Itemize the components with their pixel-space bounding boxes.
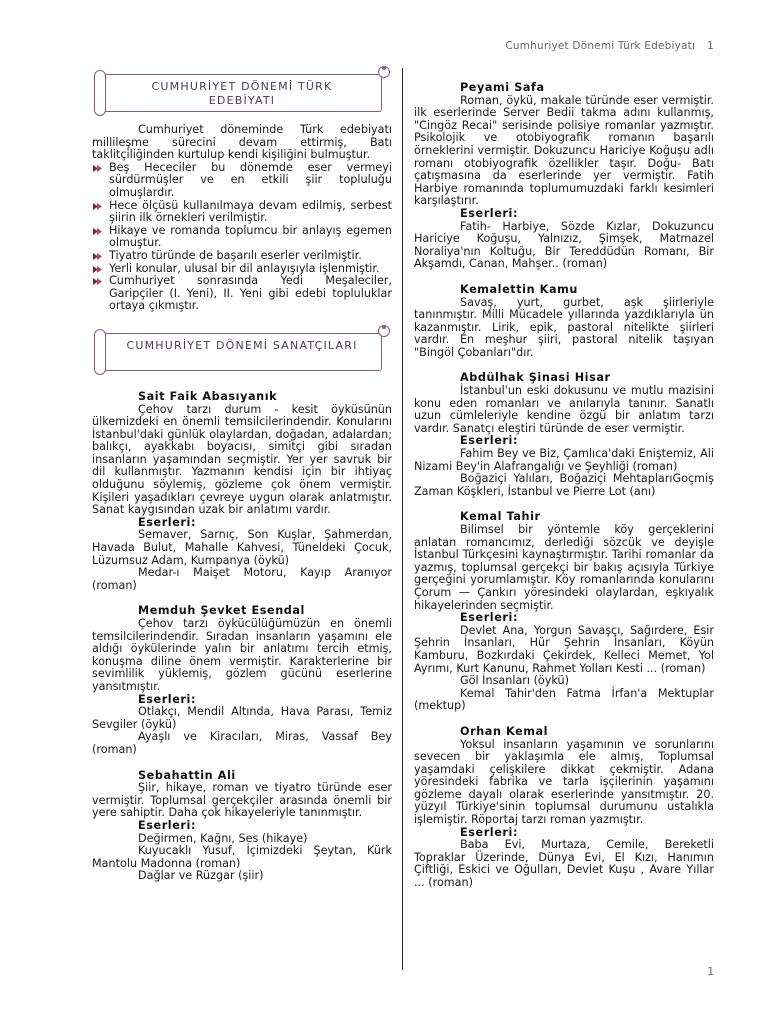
works-line: Göl İnsanları (öykü) — [460, 674, 569, 688]
list-item: Beş Hececiler bu dönemde eser vermeyi sürdürmüşler ve en etkili şiir topluluğu olmuşlardır. — [92, 162, 392, 200]
works-line: Kemal Tahir'den Fatma İrfan'a Mektuplar (mektup) — [414, 686, 714, 713]
author-name: Sebahattin Ali — [138, 768, 236, 782]
works-label: Eserleri: — [138, 818, 197, 832]
footer-page-number: 1 — [707, 966, 714, 978]
works-line: Değirmen, Kağnı, Ses (hikaye) — [138, 831, 308, 845]
works-line: Devlet Ana, Yorgun Savaşçı, Sağırdere, Esir Şehrin İnsanları, Hür Şehrin İnsanları, Köyün Kamburu, Bozkırdaki Çekirdek, Kelleci Memet, Yol Ayrımı, Kurt Kanunu, Rahmet Yolları Kesti ... (roman) — [414, 623, 714, 675]
author-name: Memduh Şevket Esendal — [138, 604, 305, 618]
scroll-curl-right — [378, 325, 390, 337]
works-line: Medar-ı Maişet Motoru, Kayıp Aranıyor (roman) — [92, 566, 392, 592]
works-line: Fatih- Harbiye, Sözde Kızlar, Dokuzuncu Hariciye Koğuşu, Yalnızız, Şimşek, Matmazel Noraliya'nın Koltuğu, Bir Tereddüdün Romanı, Bir Akşamdı, Canan, Mahşer.. (roman) — [414, 219, 714, 271]
author-entry — [414, 511, 714, 713]
author-description: Savaş, yurt, gurbet, aşk şiirleriyle tanınmıştır. Milli Mücadele yıllarında yazdıklarıyla ün kazanmıştır. Lirik, epik, pastoral nitelikte şiirleri vardır. En meşhur şiiri, pastoral nitelik taşıyan "Bingöl Çobanları"dır. — [414, 295, 714, 359]
author-name: Kemal Tahir — [460, 510, 541, 524]
section-banner-turk-edebiyati — [94, 70, 390, 118]
column-divider — [402, 68, 403, 970]
header-page-number: 1 — [707, 40, 714, 52]
scroll-curl-left — [94, 70, 106, 116]
arrow-bullet-icon — [92, 264, 103, 275]
works-label: Eserleri: — [460, 611, 519, 625]
works-label: Eserleri: — [460, 206, 519, 220]
section-title: CUMHURİYET DÖNEMİ TÜRK EDEBİYATI — [151, 80, 333, 107]
works-line: Ayaşlı ve Kiracıları, Miras, Vassaf Bey (roman) — [92, 730, 392, 756]
author-name: Orhan Kemal — [460, 724, 549, 738]
list-item: Hikaye ve romanda toplumcu bir anlayış egemen olmuştur. — [92, 225, 392, 250]
works-label: Eserleri: — [460, 825, 519, 839]
header-title: Cumhuriyet Dönemi Türk Edebiyatı — [505, 40, 696, 52]
author-description: İstanbul'un eski dokusunu ve mutlu mazisini konu eden romanları ve anılarıyla tanınır. Sanatlı uzun cümleleriyle kendine özgü bir anlatım tarzı vardır. Sanatçı eleştiri türünde de eser vermiştir. — [414, 384, 714, 435]
author-description: Roman, öykü, makale türünde eser vermiştir. ilk eserlerinde Server Bedii takma adını kullanmış, "Cingöz Recai" serisinde polisiye romanlar yazmıştır. Psikolojik ve otobiyografik romanın başarılı örneklerini vermiştir. Dokuzuncu Hariciye Koğuşu adlı romanı otobiyografik özellikler taşır. Doğu- Batı çatışmasına da eserlerinde yer vermiştir. Fatih Harbiye romanında toplumumuzdaki farklı kesimleri karşılaştırır. — [414, 93, 714, 208]
works-line: Semaver, Sarnıç, Son Kuşlar, Şahmerdan, Havada Bulut, Mahalle Kahvesi, Tüneldeki Çocuk, Lüzumsuz Adam, Kumpanya (öykü) — [92, 528, 392, 567]
section-banner-sanatcilar — [94, 329, 390, 377]
works-line: Kuyucaklı Yusuf, İçimizdeki Şeytan, Kürk Mantolu Madonna (roman) — [92, 844, 392, 870]
author-entry — [414, 372, 714, 498]
author-description: Bilimsel bir yöntemle köy gerçeklerini anlatan romancımız, derlediği sözcük ve deyişle İstanbul Türkçesini kaynaştırmıştır. Tarihi romanlar da yazmış, toplumsal gerçekçi bir bakış açısıyla Türkiye gerçeğini yorumlamıştır. Köy romanlarında konularını Çorum — Çankırı yöresindeki olaylardan, eşkıyalık hikayelerinden seçmiştir. — [414, 523, 714, 612]
list-item: Tiyatro türünde de başarılı eserler verilmiştir. — [92, 250, 392, 263]
arrow-bullet-icon — [92, 276, 103, 287]
author-name: Sait Faik Abasıyanık — [138, 389, 278, 403]
scroll-curl-right — [378, 66, 390, 78]
works-label: Eserleri: — [138, 692, 197, 706]
author-entry — [414, 284, 714, 360]
author-entry — [414, 82, 714, 271]
left-column — [92, 70, 392, 883]
author-description: Yoksul insanların yaşamının ve sorunlarını sevecen bir yaklaşımla ele almış, Toplumsal yaşamdaki çelişkilere dikkat çekmiştir. Adana yöresindeki fabrika ve tarla işçilerinin yaşamını gözleme dayalı olarak eserlerinde yansıtmıştır. 20. yüzyıl Türkiye'sinin toplumsal durumunu ustalıkla işlemiştir. Röportaj tarzı roman yazmıştır. — [414, 737, 714, 827]
author-description: Çehov tarzı öykücülüğümüzün en önemli temsilcilerindendir. Sıradan insanların yaşamını ele aldığı öykülerinde yalın bir anlatımı tercih etmiş, konuşma diline önem vermiştir. Karakterlerine bir sevimlilik yüklemiş, gözlem gücünü eserlerine yansıtmıştır. — [92, 617, 392, 693]
works-line: Otlakçı, Mendil Altında, Hava Parası, Temiz Sevgiler (öykü) — [92, 705, 392, 731]
list-item: Hece ölçüsü kullanılmaya devam edilmiş, serbest şiirin ilk örnekleri verilmiştir. — [92, 200, 392, 225]
feature-list — [92, 162, 392, 313]
section-title: CUMHURİYET DÖNEMİ SANATÇILARI — [126, 338, 358, 352]
right-column — [414, 82, 714, 890]
scroll-curl-left — [94, 329, 106, 375]
author-entry — [92, 770, 392, 883]
arrow-bullet-icon — [92, 163, 103, 174]
arrow-bullet-icon — [92, 251, 103, 262]
list-item: Yerli konular, ulusal bir dil anlayışıyla işlenmiştir. — [92, 263, 392, 276]
works-line: Fahim Bey ve Biz, Çamlıca'daki Eniştemiz, Ali Nizami Bey'in Alafrangalığı ve Şeyhliği (roman) — [414, 447, 714, 473]
author-entry — [92, 605, 392, 756]
arrow-bullet-icon — [92, 226, 103, 237]
works-label: Eserleri: — [460, 434, 519, 448]
list-item: Cumhuriyet sonrasında Yedi Meşaleciler, Garipçiler (I. Yeni), II. Yeni gibi edebi topluluklar ortaya çıkmıştır. — [92, 275, 392, 313]
arrow-bullet-icon — [92, 201, 103, 212]
author-entry — [92, 391, 392, 593]
author-name: Abdülhak Şinasi Hisar — [460, 371, 611, 385]
intro-paragraph: Cumhuriyet döneminde Türk edebiyatı millileşme sürecini devam ettirmiş, Batı taklitçiliğinden kurtulup kendi kişiliğini bulmuştur. — [92, 123, 392, 162]
author-entry — [414, 726, 714, 890]
author-name: Kemalettin Kamu — [460, 282, 578, 296]
author-description: Şiir, hikaye, roman ve tiyatro türünde eser vermiştir. Toplumsal gerçekçiler arasında önemli bir yere sahiptir. Daha çok hikayeleriyle tanınmıştır. — [92, 781, 392, 820]
works-label: Eserleri: — [138, 515, 197, 529]
works-line: Dağlar ve Rüzgar (şiir) — [138, 869, 264, 883]
page-header — [505, 40, 714, 52]
author-name: Peyami Safa — [460, 81, 545, 94]
author-description: Çehov tarzı durum - kesit öyküsünün ülkemizdeki en önemli temsilcilerindendir. Konularını İstanbul'daki günlük olaylardan, doğadan, adalardan; balıkçı, ayakkabı boyacısı, simitçi gibi sıradan insanların yaşamından seçmiştir. Yer yer savruk bir dil kullanmıştır. Yazmanın kendisi için bir ihtiyaç olduğunu söylemiş, gözleme çok önem vermiştir. Kişileri yaşadıkları çevreye uygun olarak anlatmıştır. Sanat kaygısından uzak bir anlatımı vardır. — [92, 402, 392, 517]
works-line: Baba Evi, Murtaza, Cemile, Bereketli Topraklar Üzerinde, Dünya Evi, El Kızı, Hanımın Çiftliği, Eskici ve Oğulları, Devlet Kuşu , Avare Yıllar ... (roman) — [414, 838, 714, 890]
works-line: Boğaziçi Yalıları, Boğaziçi MehtaplarıGoçmiş Zaman Köşkleri, İstanbul ve Pierre Lot (anı) — [414, 472, 714, 498]
